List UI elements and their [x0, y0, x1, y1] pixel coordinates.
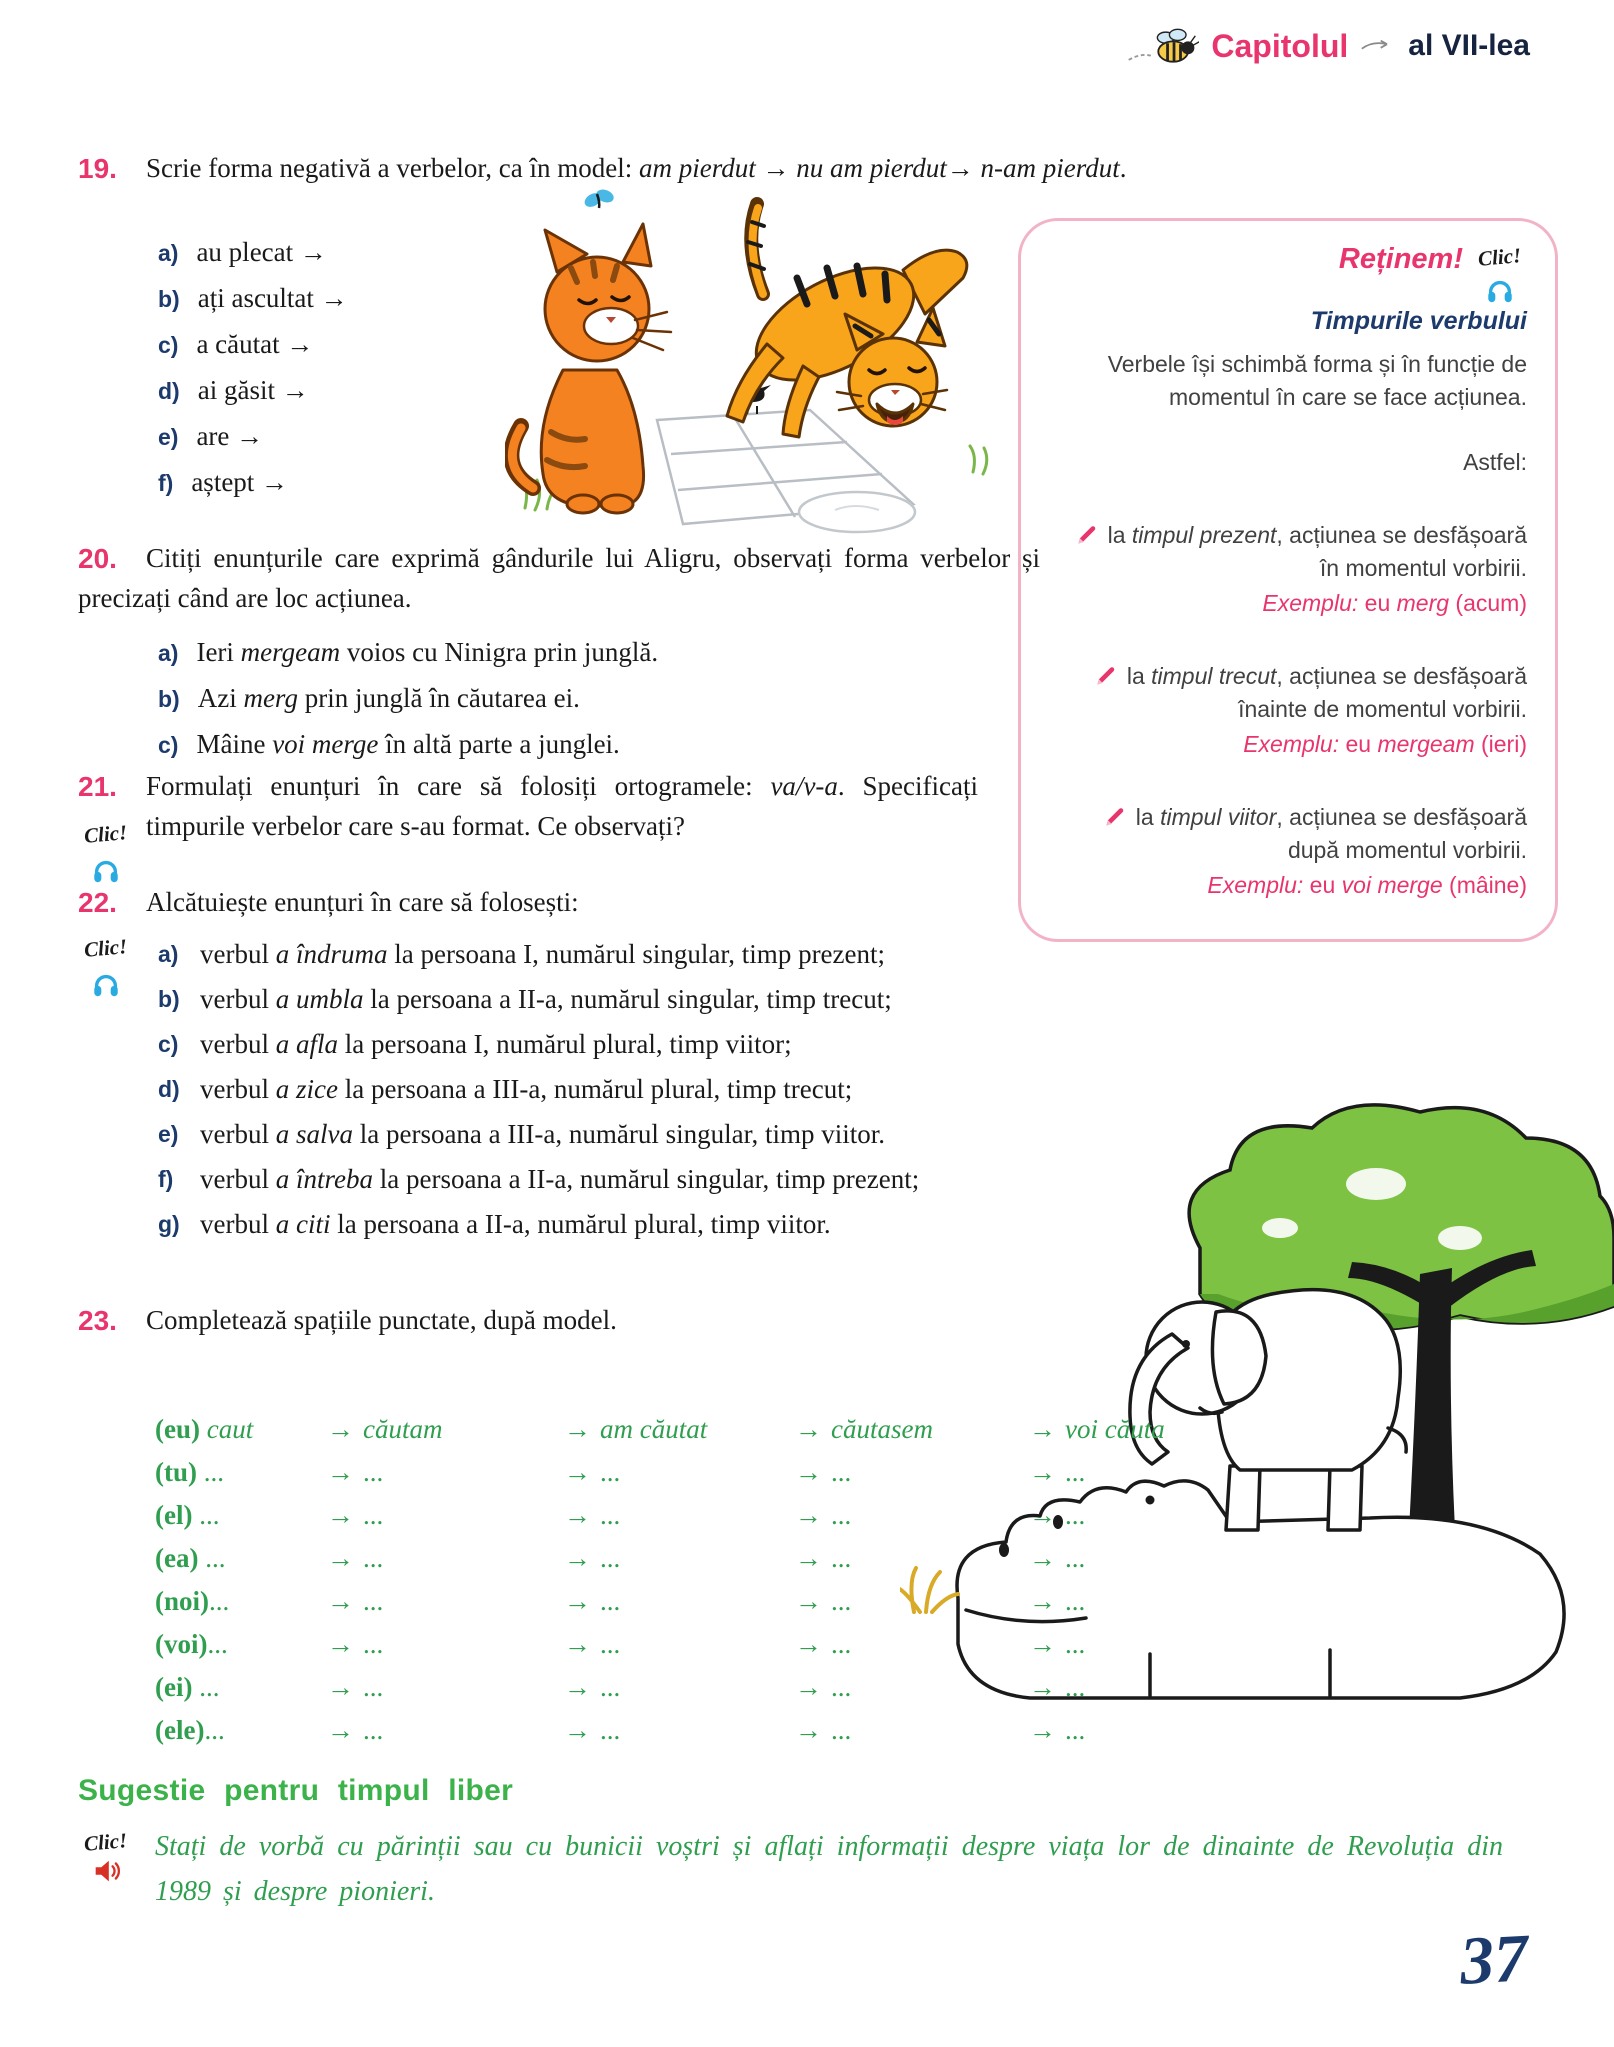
- clic-badge: [76, 1830, 136, 1886]
- item-text: verbul a îndruma la persoana I, numărul singular, timp prezent;: [200, 939, 886, 969]
- tense-cell: [1029, 1408, 1264, 1451]
- tense-cell: [795, 1580, 1029, 1623]
- verb-form: ...: [831, 1629, 852, 1659]
- rule-text: [1049, 801, 1527, 867]
- arrow-symbol: →: [795, 1414, 822, 1444]
- verb-form: ...: [600, 1500, 621, 1530]
- tense-cell: [795, 1709, 1029, 1752]
- list-item: [78, 979, 1198, 1019]
- tense-cell: [564, 1451, 795, 1494]
- verb-form: ...: [831, 1500, 852, 1530]
- arrow-symbol: →: [1029, 1672, 1056, 1702]
- tense-cell: [1029, 1494, 1264, 1537]
- list-item: [78, 1114, 1198, 1154]
- item-text: a căutat →: [196, 329, 314, 359]
- exercise-22: [78, 882, 1198, 1249]
- table-row: [155, 1666, 1270, 1709]
- rule-text-content: la timpul prezent, acțiunea se desfășoară în momentul vorbirii.: [1107, 522, 1527, 581]
- arrow-symbol: →: [564, 1672, 591, 1702]
- table-row: [155, 1451, 1270, 1494]
- exercise-21: [78, 766, 978, 846]
- verb-form: ...: [1065, 1715, 1086, 1745]
- arrow-symbol: →: [795, 1672, 822, 1702]
- tense-cell: [564, 1666, 795, 1709]
- rule-example: Exemplu: eu voi merge (mâine): [1207, 872, 1527, 898]
- list-item: [158, 276, 1148, 322]
- item-text: aștept →: [191, 467, 289, 497]
- verb-form: ...: [1065, 1543, 1086, 1573]
- arrow-symbol: →: [795, 1457, 822, 1487]
- tense-cell: [564, 1494, 795, 1537]
- verb-form: ...: [363, 1543, 384, 1573]
- arrow-symbol: →: [327, 1500, 354, 1530]
- exercise-20: [78, 538, 1040, 768]
- list-item: [78, 934, 978, 974]
- verb-form: ...: [600, 1457, 621, 1487]
- exercise-number: 22.: [78, 887, 117, 918]
- table-row: [155, 1580, 1270, 1623]
- item-letter: a): [158, 240, 179, 266]
- item-letter: e): [158, 424, 179, 450]
- pronoun-cell: (noi)...: [155, 1586, 230, 1616]
- headphones-icon: [91, 855, 121, 885]
- rule-bullet: [1049, 660, 1527, 761]
- item-text: verbul a umbla la persoana a II-a, numărul singular, timp trecut;: [200, 984, 892, 1014]
- verb-form: ...: [831, 1715, 852, 1745]
- pronoun-cell: (eu) caut: [155, 1414, 254, 1444]
- exercise-19: [78, 148, 1148, 506]
- item-text: ai găsit →: [197, 375, 309, 405]
- chapter-number: al VII-lea: [1408, 29, 1530, 62]
- retinem-astfel: Astfel:: [1463, 449, 1527, 475]
- item-text: au plecat →: [196, 237, 327, 267]
- exercise-title: Scrie forma negativă a verbelor, ca în model: am pierdut → nu am pierdut→ n-am pierdut.: [146, 153, 1127, 183]
- arrow-symbol: →: [327, 1672, 354, 1702]
- tense-cell: [795, 1408, 1029, 1451]
- conjugation-table: [155, 1408, 1270, 1752]
- arrow-symbol: →: [795, 1629, 822, 1659]
- page-number: 37: [1458, 1919, 1530, 1999]
- arrow-symbol: →: [327, 1414, 354, 1444]
- item-letter: c): [158, 1031, 179, 1057]
- exercise-title: Citiți enunțurile care exprimă gândurile lui Aligru, observați forma verbelor și precizați când are loc acțiunea.: [78, 543, 1040, 613]
- item-text: ați ascultat →: [197, 283, 348, 313]
- tense-cell: [795, 1494, 1029, 1537]
- tense-cell: [327, 1451, 564, 1494]
- list-item: [78, 1159, 1198, 1199]
- item-letter: a): [158, 941, 179, 967]
- item-letter: f): [158, 470, 174, 496]
- exercise-23: [78, 1300, 978, 1340]
- arrow-symbol: →: [1029, 1457, 1056, 1487]
- rule-bullet: [1049, 519, 1527, 620]
- tense-cell: [795, 1666, 1029, 1709]
- headphones-icon: [1485, 275, 1515, 305]
- arrow-symbol: →: [795, 1500, 822, 1530]
- tense-cell: [1029, 1623, 1264, 1666]
- exercise-number: 19.: [78, 153, 117, 184]
- exercise-number: 20.: [78, 543, 117, 574]
- tense-cell: [795, 1623, 1029, 1666]
- tense-cell: [795, 1451, 1029, 1494]
- verb-form: ...: [831, 1457, 852, 1487]
- tense-cell: [1029, 1537, 1264, 1580]
- item-text: Ieri mergeam voios cu Ninigra prin junglă.: [196, 637, 659, 667]
- pronoun-cell: (ele)...: [155, 1715, 225, 1745]
- list-item: [78, 1024, 1198, 1064]
- verb-form: ...: [1065, 1586, 1086, 1616]
- tense-cell: [564, 1537, 795, 1580]
- verb-form: ...: [363, 1457, 384, 1487]
- tense-cell: [1029, 1580, 1264, 1623]
- arrow-symbol: →: [1029, 1629, 1056, 1659]
- clic-badge: [76, 814, 136, 885]
- list-item: [158, 230, 1148, 276]
- table-row: [155, 1623, 1270, 1666]
- verb-form: ...: [1065, 1457, 1086, 1487]
- chapter-label: Capitolul: [1211, 27, 1349, 64]
- clic-badge: [1473, 241, 1527, 305]
- arrow-symbol: →: [1029, 1586, 1056, 1616]
- tense-cell: [327, 1494, 564, 1537]
- exercise-number: 21.: [78, 771, 117, 802]
- clic-label: Clic!: [83, 820, 129, 848]
- pronoun-cell: (el) ...: [155, 1500, 220, 1530]
- tense-cell: [1029, 1451, 1264, 1494]
- verb-form: voi căuta: [1065, 1414, 1165, 1444]
- list-item: [158, 630, 1040, 676]
- free-time-suggestion: [78, 1774, 1508, 1914]
- tense-cell: [564, 1408, 795, 1451]
- verb-form: căutam: [363, 1414, 443, 1444]
- rule-text-content: la timpul trecut, acțiunea se desfășoară înainte de momentul vorbirii.: [1126, 663, 1527, 722]
- suggestion-heading: Sugestie pentru timpul liber: [78, 1774, 514, 1807]
- arrow-symbol: →: [327, 1715, 354, 1745]
- list-item: [158, 414, 1148, 460]
- item-text: verbul a întreba la persoana a II-a, numărul singular, timp prezent;: [200, 1164, 920, 1194]
- arrow-symbol: →: [1029, 1414, 1056, 1444]
- tense-cell: [327, 1580, 564, 1623]
- table-row: [155, 1408, 1270, 1451]
- list-item: [158, 460, 1148, 506]
- pencil-icon: [1102, 804, 1136, 830]
- tense-cell: [327, 1623, 564, 1666]
- exercise-title: Alcătuiește enunțuri în care să folosești:: [146, 887, 579, 917]
- pencil-doodle-icon: [1360, 36, 1396, 56]
- clic-label: Clic!: [1477, 243, 1523, 271]
- tense-cell: [564, 1580, 795, 1623]
- list-item: [78, 1204, 1198, 1244]
- verb-form: ...: [600, 1543, 621, 1573]
- table-row: [155, 1709, 1270, 1752]
- rule-text: [1049, 660, 1527, 726]
- list-item: [158, 322, 1148, 368]
- item-text: are →: [196, 421, 264, 451]
- item-letter: b): [158, 686, 180, 712]
- item-text: Mâine voi merge în altă parte a junglei.: [196, 729, 620, 759]
- retinem-heading: Reținem!: [1338, 243, 1463, 275]
- arrow-symbol: →: [564, 1715, 591, 1745]
- arrow-symbol: →: [564, 1457, 591, 1487]
- exercise-title: Formulați enunțuri în care să folosiți ortogramele: va/v-a. Specificați timpurile verbelor care s-au format. Ce observați?: [146, 771, 978, 841]
- clic-label: Clic!: [83, 934, 129, 962]
- verb-form: ...: [831, 1672, 852, 1702]
- verb-form: ...: [600, 1629, 621, 1659]
- arrow-symbol: →: [564, 1500, 591, 1530]
- verb-form: ...: [1065, 1629, 1086, 1659]
- verb-form: ...: [363, 1586, 384, 1616]
- item-text: verbul a afla la persoana I, numărul plural, timp viitor;: [200, 1029, 792, 1059]
- exercise-items: [78, 630, 1040, 768]
- tense-cell: [1029, 1666, 1264, 1709]
- exercise-items: [78, 934, 1198, 1244]
- verb-form: ...: [600, 1715, 621, 1745]
- item-letter: b): [158, 986, 180, 1012]
- verb-form: căutasem: [831, 1414, 933, 1444]
- list-item: [158, 722, 1040, 768]
- retinem-subheading: Timpurile verbului: [1310, 307, 1527, 335]
- tense-cell: [327, 1666, 564, 1709]
- item-letter: d): [158, 378, 180, 404]
- suggestion-text: Stați de vorbă cu părinții sau cu bunicii voștri și aflați informații despre viața lor de dinainte de Revoluția din 1989 și despre pionieri.: [155, 1831, 1503, 1907]
- list-item: [158, 676, 1040, 722]
- pronoun-cell: (ei) ...: [155, 1672, 220, 1702]
- tense-cell: [327, 1537, 564, 1580]
- tense-cell: [1029, 1709, 1264, 1752]
- arrow-symbol: →: [327, 1543, 354, 1573]
- item-letter: g): [158, 1211, 180, 1237]
- chapter-header: [1125, 22, 1530, 70]
- speaker-icon: [91, 1856, 121, 1886]
- pronoun-cell: (ea) ...: [155, 1543, 226, 1573]
- verb-form: ...: [1065, 1672, 1086, 1702]
- item-text: verbul a citi la persoana a II-a, numărul plural, timp viitor.: [200, 1209, 831, 1239]
- list-item: [78, 1069, 1198, 1109]
- exercise-items: [78, 230, 1148, 506]
- rule-text-content: la timpul viitor, acțiunea se desfășoară după momentul vorbirii.: [1135, 804, 1527, 863]
- rule-example: Exemplu: eu mergeam (ieri): [1243, 731, 1527, 757]
- arrow-symbol: →: [564, 1586, 591, 1616]
- arrow-symbol: →: [1029, 1715, 1056, 1745]
- pencil-icon: [1074, 522, 1108, 548]
- tense-cell: [795, 1537, 1029, 1580]
- tense-cell: [327, 1408, 564, 1451]
- item-letter: e): [158, 1121, 179, 1147]
- item-text: verbul a zice la persoana a III-a, numărul plural, timp trecut;: [200, 1074, 853, 1104]
- arrow-symbol: →: [795, 1543, 822, 1573]
- table-row: [155, 1494, 1270, 1537]
- verb-form: ...: [600, 1586, 621, 1616]
- verb-form: am căutat: [600, 1414, 708, 1444]
- arrow-symbol: →: [564, 1629, 591, 1659]
- verb-form: ...: [363, 1715, 384, 1745]
- item-letter: a): [158, 640, 179, 666]
- arrow-symbol: →: [564, 1414, 591, 1444]
- verb-form: ...: [363, 1672, 384, 1702]
- arrow-symbol: →: [795, 1715, 822, 1745]
- table-row: [155, 1537, 1270, 1580]
- exercise-title: Completează spațiile punctate, după model.: [146, 1305, 617, 1335]
- arrow-symbol: →: [327, 1586, 354, 1616]
- rule-text: [1049, 519, 1527, 585]
- list-item: [158, 368, 1148, 414]
- arrow-symbol: →: [564, 1543, 591, 1573]
- verb-form: ...: [1065, 1500, 1086, 1530]
- rule-example: Exemplu: eu merg (acum): [1262, 590, 1527, 616]
- item-letter: b): [158, 286, 180, 312]
- item-letter: f): [158, 1166, 174, 1192]
- arrow-symbol: →: [1029, 1543, 1056, 1573]
- tense-cell: [564, 1709, 795, 1752]
- tense-cell: [564, 1623, 795, 1666]
- pronoun-cell: (tu) ...: [155, 1457, 224, 1487]
- item-letter: c): [158, 332, 179, 358]
- item-text: Azi merg prin junglă în căutarea ei.: [197, 683, 580, 713]
- arrow-symbol: →: [327, 1629, 354, 1659]
- bee-icon: [1125, 22, 1199, 70]
- pronoun-cell: (voi)...: [155, 1629, 228, 1659]
- item-letter: c): [158, 732, 179, 758]
- verb-form: ...: [831, 1543, 852, 1573]
- arrow-symbol: →: [1029, 1500, 1056, 1530]
- retinem-intro: Verbele își schimbă forma și în funcție de momentul în care se face acțiunea.: [1107, 351, 1527, 410]
- tense-cell: [327, 1709, 564, 1752]
- verb-form: ...: [831, 1586, 852, 1616]
- verb-form: ...: [363, 1500, 384, 1530]
- item-letter: d): [158, 1076, 180, 1102]
- item-text: verbul a salva la persoana a III-a, numărul singular, timp viitor.: [200, 1119, 885, 1149]
- arrow-symbol: →: [327, 1457, 354, 1487]
- verb-form: ...: [363, 1629, 384, 1659]
- verb-form: ...: [600, 1672, 621, 1702]
- pencil-icon: [1093, 663, 1127, 689]
- clic-label: Clic!: [83, 1828, 129, 1856]
- exercise-number: 23.: [78, 1305, 117, 1336]
- arrow-symbol: →: [795, 1586, 822, 1616]
